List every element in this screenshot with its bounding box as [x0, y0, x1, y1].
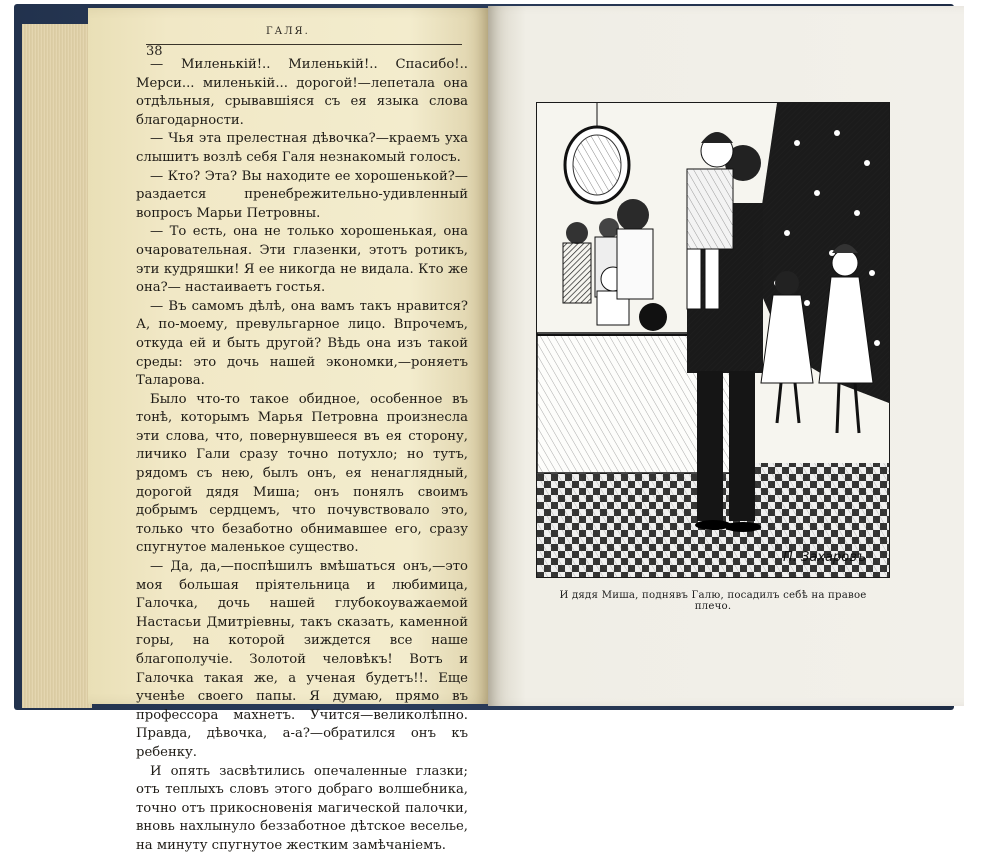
page-edges [22, 24, 92, 708]
running-head [146, 22, 462, 45]
illustration-drawing [537, 103, 889, 577]
paragraph: — То есть, она не только хорошенькая, она очаровательная. Эти глазенки, этотъ ротикъ, эти кудряшки! Я ее никогда не видала. Кто же она?— настаиваетъ гостья. [136, 224, 468, 296]
illustration [536, 102, 890, 578]
paragraph: Было что-то такое обидное, особенное въ тонѣ, которымъ Марья Петровна произнесла эти слова, что, повернувшееся въ ея сторону, личико Гали сразу точно потухло; но тутъ, рядомъ съ нею, былъ онъ, ея ненаглядный, дорогой дядя Миша; онъ понялъ своимъ добрымъ сердцемъ, что почувствовало это, только что безаботно обнимавшее его, сразу спугнутое маленькое существо. [136, 391, 468, 556]
running-head-title: ГАЛЯ. [266, 26, 310, 37]
paragraph: — Кто? Эта? Вы находите ее хорошенькой?— раздается пренебрежительно-удивленный вопросъ Марьи Петровны. [136, 168, 468, 221]
child-back [617, 199, 653, 299]
illustration-caption: И дядя Миша, поднявъ Галю, посадилъ себѣ на правое плечо. [559, 590, 867, 612]
text-column [136, 56, 468, 856]
paragraph: И опять засвѣтились опечаленные глазки; отъ теплыхъ словъ этого добраго волшебника, точно отъ прикосновенія магической палочки, вновь нахлынуло беззаботное дѣтское веселье, на минуту спугнутое жестким замѣчаніемъ. [136, 763, 468, 853]
illustration-signature: П. Захаровъ [783, 550, 867, 565]
page-number: 38 [146, 44, 163, 59]
paragraph: — Миленькій!.. Миленькій!.. Спасибо!.. Мерси... миленькій... дорогой!—лепетала она отдѣльныя, срывавшіяся съ ея языка слова благодарности. [136, 57, 468, 128]
paragraph: — Чья эта прелестная дѣвочка?—краемъ уха слышитъ возлѣ себя Галя незнакомый голосъ. [136, 131, 468, 165]
paragraph: — Въ самомъ дѣлѣ, она вамъ такъ нравится? А, по-моему, превульгарное лицо. Впрочемъ, откуда ей и быть другой? Вѣдь она изъ такой среды: это дочь нашей экономки,—роняетъ Таларова. [136, 298, 468, 389]
paragraph: — Да, да,—поспѣшилъ вмѣшаться онъ,—это моя большая пріятельница и любимица, Галочка, дочь нашей глубокоуважаемой Настасьи Дмитріевны, такъ сказать, каменной горы, на которой зиждется все наше благополучіе. Золотой человѣкъ! Вотъ и Галочка такая же, а ученая будетъ!!. Еще ученѣе своего папы. Я думаю, прямо въ профессора махнетъ. Учится—великолѣпно. Правда, дѣвочка, а-а?—обратился онъ къ ребенку. [136, 559, 468, 760]
